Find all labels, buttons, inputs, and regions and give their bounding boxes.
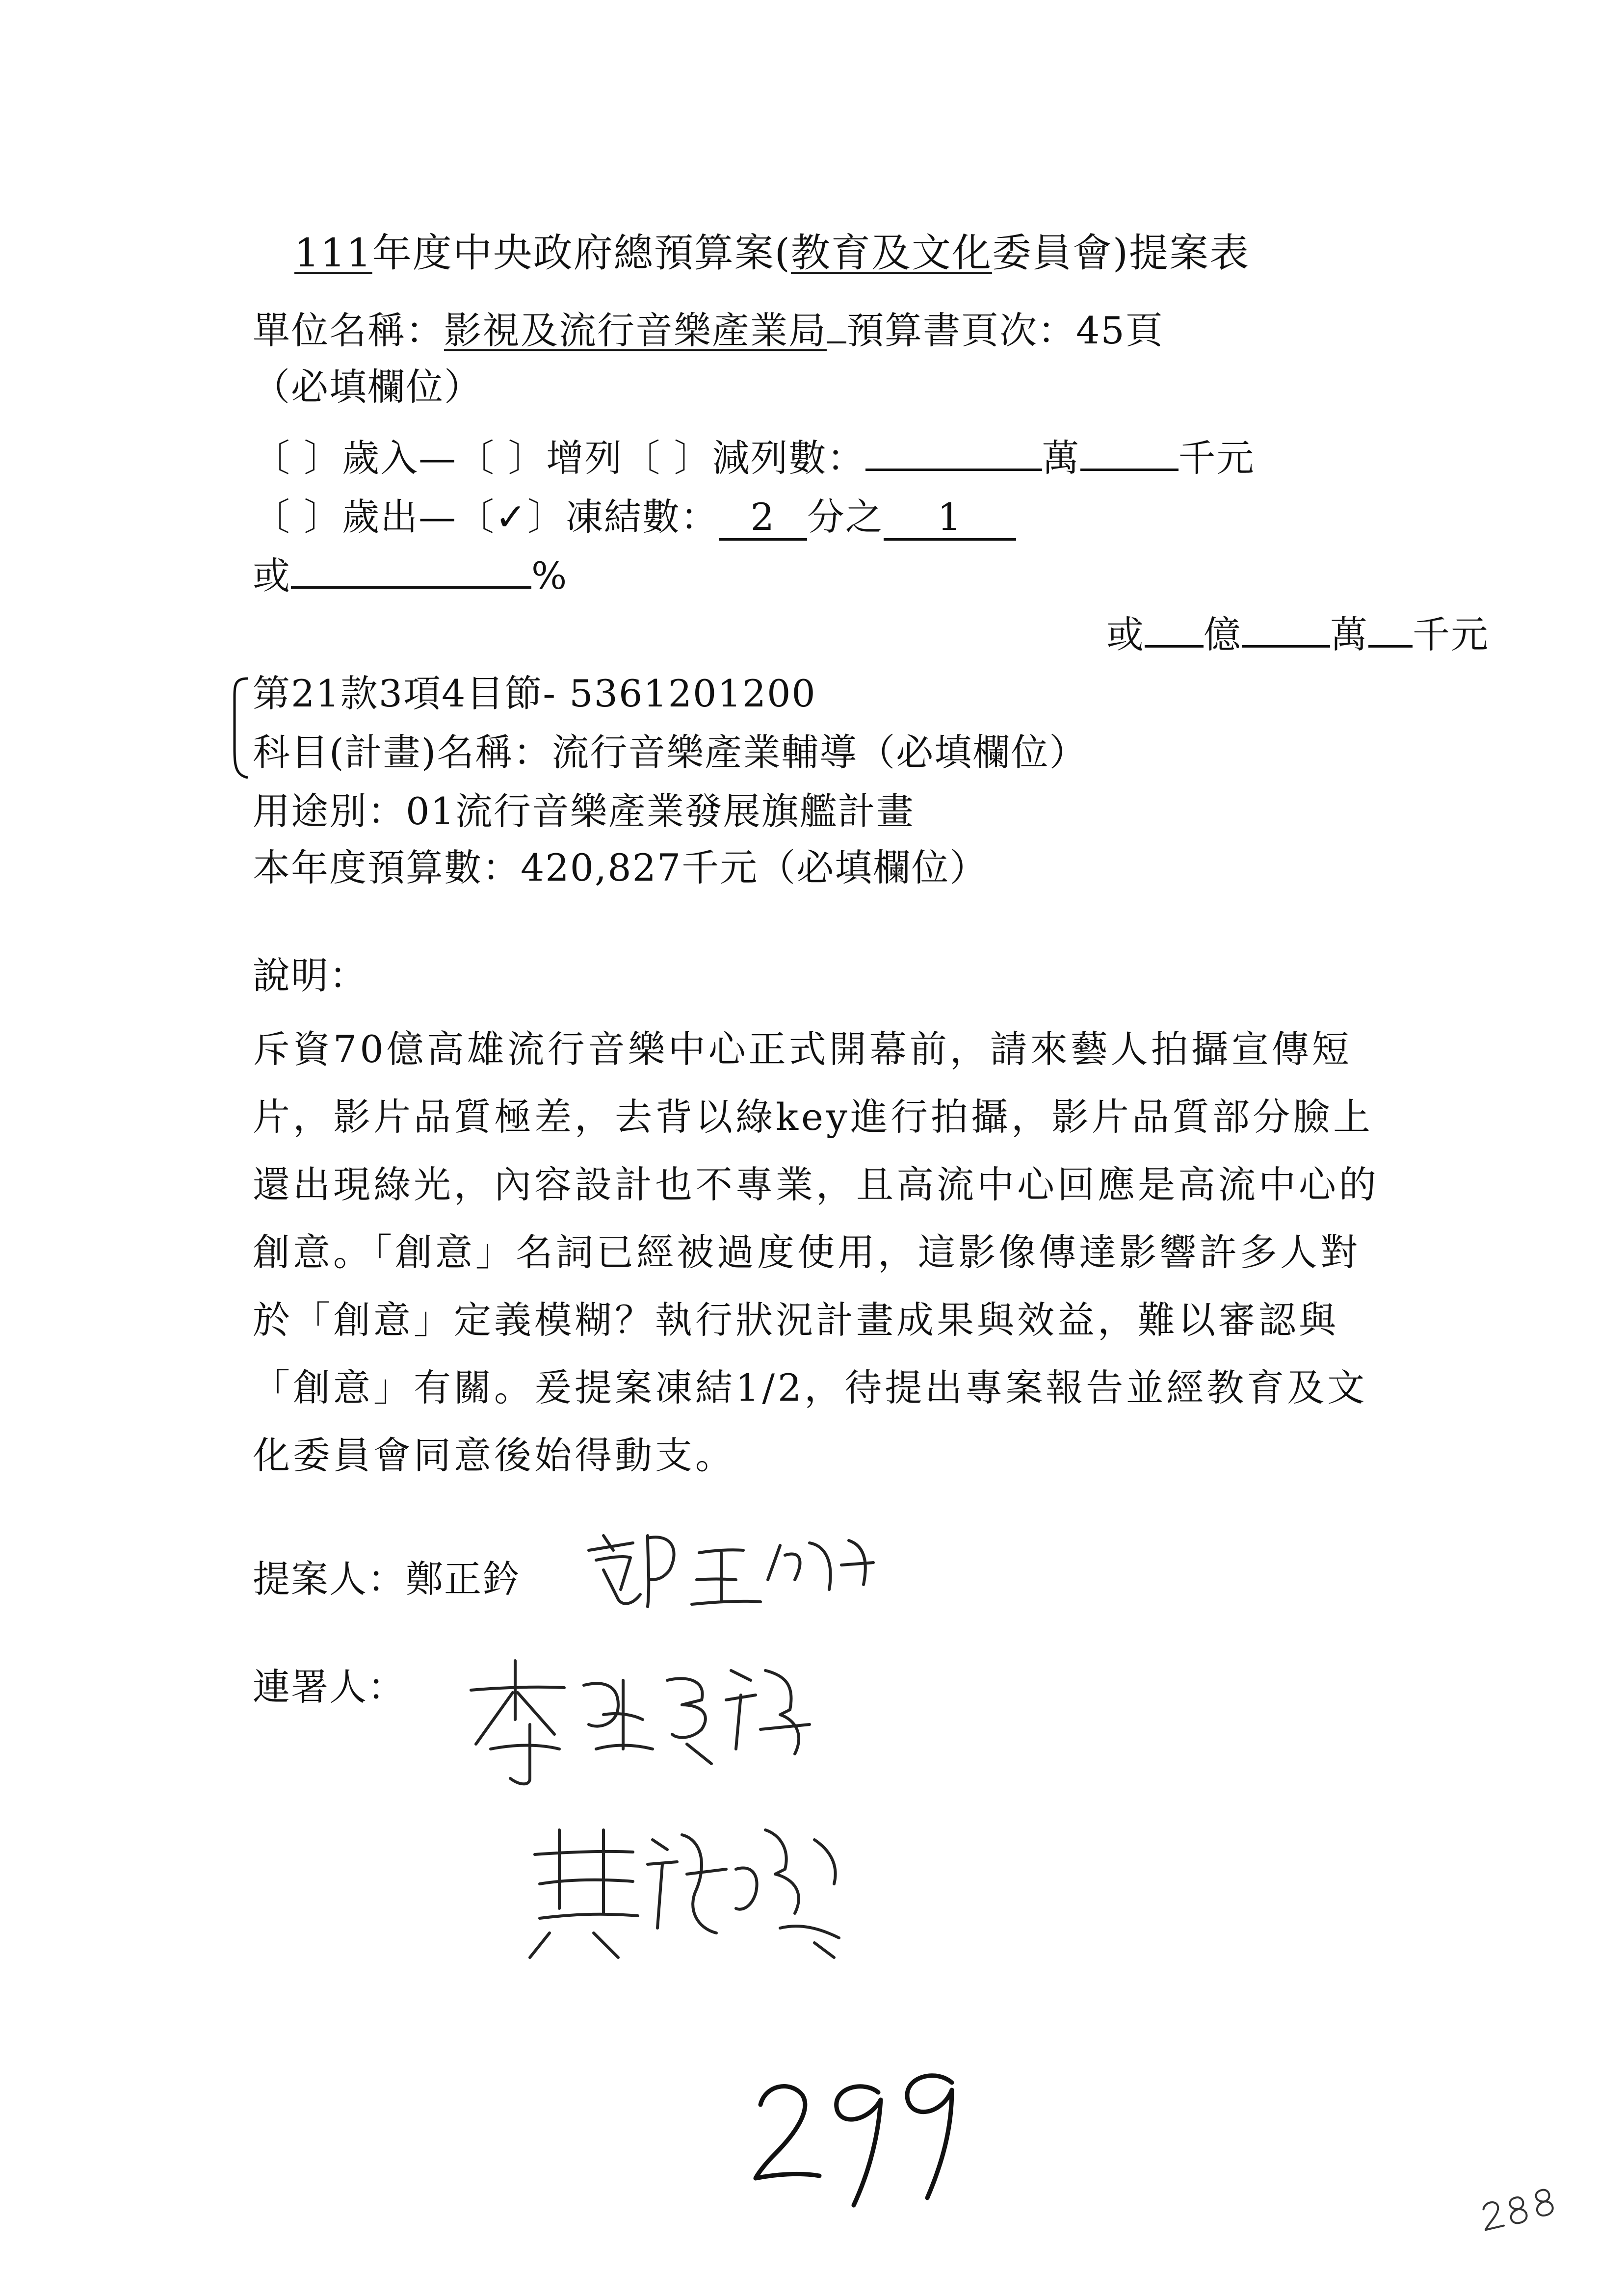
cosigner-signature-2 [520, 1810, 873, 1972]
amount-qian-yuan-unit: 千元 [1413, 613, 1489, 656]
cosigner-label: 連署人： [253, 1665, 406, 1709]
check-mark-icon: ✓ [495, 495, 527, 539]
title-end: 委員會)提案表 [992, 230, 1250, 276]
fraction-denominator: 1 [884, 496, 1016, 541]
account-budget-line: 本年度預算數：420,827千元（必填欄位） [253, 846, 988, 889]
proposer-line [253, 1558, 521, 1600]
explanation-body: 斥資70億高雄流行音樂中心正式開幕前，請來藝人拍攝宣傳短片，影片品質極差，去背以綠key進行拍攝，影片品質部分臉上還出現綠光，內容設計也不專業，且高流中心回應是高流中心的創意。「創意」名詞已經被過度使用，這影像傳達影響許多人對於「創意」定義模糊？執行狀況計畫成果與效益，難以審認與「創意」有關。爰提案凍結1/2，待提出專案報告並經教育及文化委員會同意後始得動支。 [253, 1027, 1379, 1477]
revenue-line [253, 437, 1255, 479]
handwritten-page-number [746, 2061, 991, 2213]
percent-sign: % [531, 554, 568, 598]
or-amount-line [1106, 613, 1489, 656]
increase-label: 增列 [546, 436, 623, 480]
expense-label: 歲出— [342, 495, 457, 539]
cosigner-signature-1 [456, 1651, 859, 1788]
bracket-icon [226, 675, 250, 783]
decrease-checkbox: 〔 〕 [623, 436, 712, 480]
budget-page-label: 預算書頁次：45頁 [846, 309, 1164, 352]
title-middle: 年度中央政府總預算案( [372, 230, 791, 276]
revenue-checkbox: 〔 〕 [253, 436, 342, 480]
yi-unit: 億 [1204, 613, 1242, 656]
freeze-checkbox-open: 〔 [457, 495, 496, 539]
expense-line [253, 496, 1016, 541]
fraction-numerator: 2 [719, 496, 807, 541]
proposer-name: 鄭正鈐 [406, 1557, 521, 1601]
qian-yuan-unit: 千元 [1178, 436, 1255, 480]
freeze-label: 凍結數： [565, 495, 719, 539]
qian-blank [1080, 439, 1179, 471]
revenue-label: 歲入— [342, 436, 457, 480]
or-label: 或 [253, 554, 291, 598]
or-amount-label: 或 [1106, 613, 1145, 656]
form-title [294, 231, 1250, 276]
proposer-label: 提案人： [253, 1557, 406, 1601]
expense-checkbox: 〔 〕 [253, 495, 342, 539]
yi-blank [1145, 616, 1204, 648]
title-year: 111 [294, 230, 372, 276]
decrease-label: 減列數： [712, 436, 865, 480]
freeze-checkbox-close: 〕 [527, 495, 566, 539]
amount-wan-blank [1242, 616, 1330, 648]
account-use-line: 用途別：01流行音樂產業發展旗艦計畫 [253, 789, 915, 833]
wan-blank [865, 439, 1042, 471]
or-percent-line [253, 554, 568, 597]
title-committee: 教育及文化 [790, 230, 992, 276]
increase-checkbox: 〔 〕 [457, 436, 547, 480]
small-page-number [1477, 2188, 1565, 2232]
unit-line [253, 309, 1164, 352]
unit-label: 單位名稱： [253, 309, 444, 352]
fraction-label: 分之 [807, 495, 884, 539]
explanation-label: 說明： [253, 954, 367, 997]
unit-name: 影視及流行音樂產業局 [444, 309, 827, 352]
amount-qian-blank [1368, 616, 1413, 648]
amount-wan-unit: 萬 [1330, 613, 1368, 656]
unit-required-note: （必填欄位） [253, 365, 482, 409]
account-subject-line: 科目(計畫)名稱：流行音樂產業輔導（必填欄位） [253, 731, 1088, 774]
percent-blank [291, 557, 531, 589]
proposer-signature [574, 1516, 888, 1629]
wan-unit: 萬 [1042, 436, 1080, 480]
account-section-line: 第21款3項4目節- 5361201200 [253, 672, 816, 715]
